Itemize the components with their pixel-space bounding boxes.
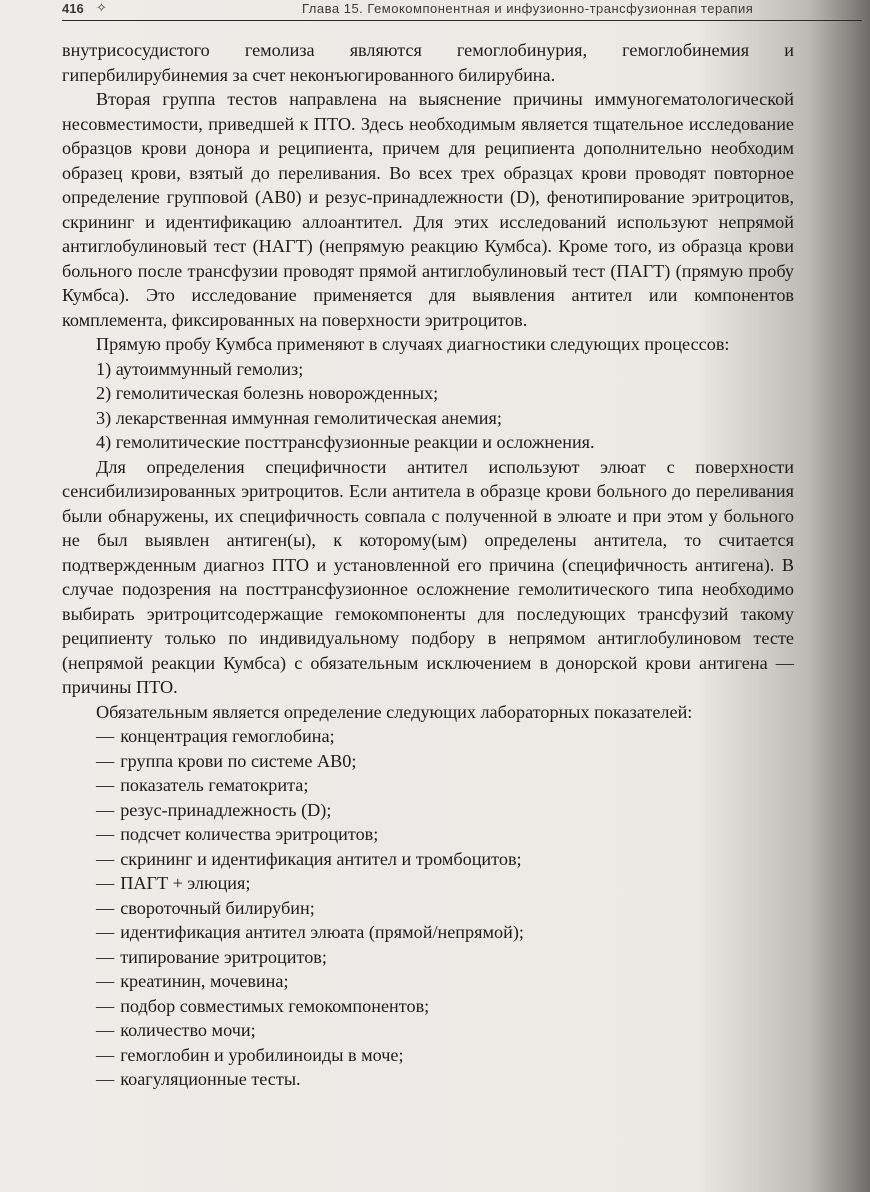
list-item-text: резус-принадлежность (D); (120, 799, 332, 820)
list-item (62, 1018, 794, 1043)
numbered-list (62, 357, 794, 455)
list-item-text: подбор совместимых гемокомпонентов; (120, 995, 430, 1016)
list-item (62, 994, 794, 1019)
list-item-text: креатинин, мочевина; (120, 971, 289, 991)
dash-mark: — (96, 946, 115, 967)
list-item-text: типирование эритроцитов; (120, 946, 327, 967)
list-item: 3) лекарственная иммунная гемолитическая анемия; (96, 407, 502, 428)
list-item-text: свороточный билирубин; (120, 897, 315, 918)
dash-mark: — (96, 824, 115, 844)
paragraph-4: Для определения специфичности антител используют элюат с поверхности сенсибилизированных эритроцитов. Если антитела в образце крови больного до переливания были обнаружены, их специфичность совпала с полученной в элюате и при этом у больного не был выявлен антиген(ы), к которому(ым) определены антитела, то считается подтвержденным диагноз ПТО и установленной его причина (специфичность антигена). В случае подозрения на посттрансфузионное осложнение гемолитического типа необходимо выбирать эритроцитсодержащие гемокомпоненты для последующих трансфузий такому реципиенту только по индивидуальному подбору в непрямом антиглобулиновом тесте (непрямой реакции Кумбса) с обязательным исключением в донорской крови антигена — причины ПТО. (62, 456, 794, 697)
list-item (62, 871, 794, 896)
list-item-text: гемоглобин и уробилиноиды в моче; (120, 1044, 404, 1065)
dash-mark: — (96, 995, 115, 1016)
list-item (62, 969, 794, 994)
list-item-text: группа крови по системе AB0; (120, 750, 357, 771)
paragraph-3: Прямую пробу Кумбса применяют в случаях диагностики следующих процессов: (96, 334, 730, 354)
list-item (62, 920, 794, 945)
list-item: 1) аутоиммунный гемолиз; (96, 358, 304, 379)
dash-mark: — (96, 922, 115, 942)
list-item (62, 1067, 794, 1092)
list-item (62, 945, 794, 970)
list-item-text: идентификация антител элюата (прямой/непрямой); (120, 922, 524, 942)
dash-mark: — (96, 799, 115, 820)
list-item (62, 773, 794, 798)
paragraph-1: внутрисосудистого гемолиза являются гемоглобинурия, гемоглобинемия и гипербилирубинемия за счет неконъюгированного билирубина. (62, 40, 794, 85)
list-item-text: скрининг и идентификация антител и тромбоцитов; (120, 848, 522, 869)
dash-mark: — (96, 750, 115, 771)
list-item (62, 798, 794, 823)
chapter-title: Глава 15. Гемокомпонентная и инфузионно-трансфузионная терапия (302, 1, 754, 16)
dash-mark: — (96, 1069, 115, 1089)
dash-mark: — (96, 1020, 115, 1040)
list-item (62, 847, 794, 872)
list-item-text: количество мочи; (120, 1020, 256, 1040)
list-item (62, 749, 794, 774)
dash-mark: — (96, 971, 115, 991)
list-item (62, 724, 794, 749)
list-item: 4) гемолитические посттрансфузионные реакции и осложнения. (96, 432, 595, 452)
list-item (62, 896, 794, 921)
dash-mark: — (96, 897, 115, 918)
dash-mark: — (96, 775, 115, 795)
paragraph-5: Обязательным является определение следующих лабораторных показателей: (96, 701, 693, 722)
list-item-text: ПАГТ + элюция; (120, 873, 251, 893)
list-item: 2) гемолитическая болезнь новорожденных; (96, 383, 439, 403)
list-item (62, 822, 794, 847)
list-item-text: подсчет количества эритроцитов; (120, 824, 379, 844)
list-item-text: концентрация гемоглобина; (120, 726, 335, 746)
paragraph-2: Вторая группа тестов направлена на выяснение причины иммуногематологической несовместимости, приведшей к ПТО. Здесь необходимым является тщательное исследование образцов крови донора и реципиента, причем для реципиента дополнительно необходим образец крови, взятый до переливания. Во всех трех образцах крови проводят повторное определение групповой (AB0) и резус-принадлежности (D), фенотипирование эритроцитов, скрининг и идентификацию аллоантител. Для этих исследований используют непрямой антиглобулиновый тест (НАГТ) (непрямую реакцию Кумбса). Кроме того, из образца крови больного после трансфузии проводят прямой антиглобулиновый тест (ПАГТ) (прямую пробу Кумбса). Это исследование применяется для выявления антител или компонентов комплемента, фиксированных на поверхности эритроцитов. (62, 89, 794, 330)
dash-mark: — (96, 726, 115, 746)
body-text (62, 38, 794, 1092)
dash-mark: — (96, 848, 115, 869)
list-item (62, 1043, 794, 1068)
dash-mark: — (96, 873, 115, 893)
running-head (62, 0, 862, 21)
ornament-icon: ✧ (96, 0, 107, 15)
list-item-text: коагуляционные тесты. (120, 1069, 301, 1089)
page-number: 416 (62, 1, 84, 16)
dash-list (62, 724, 794, 1092)
list-item-text: показатель гематокрита; (120, 775, 309, 795)
dash-mark: — (96, 1044, 115, 1065)
